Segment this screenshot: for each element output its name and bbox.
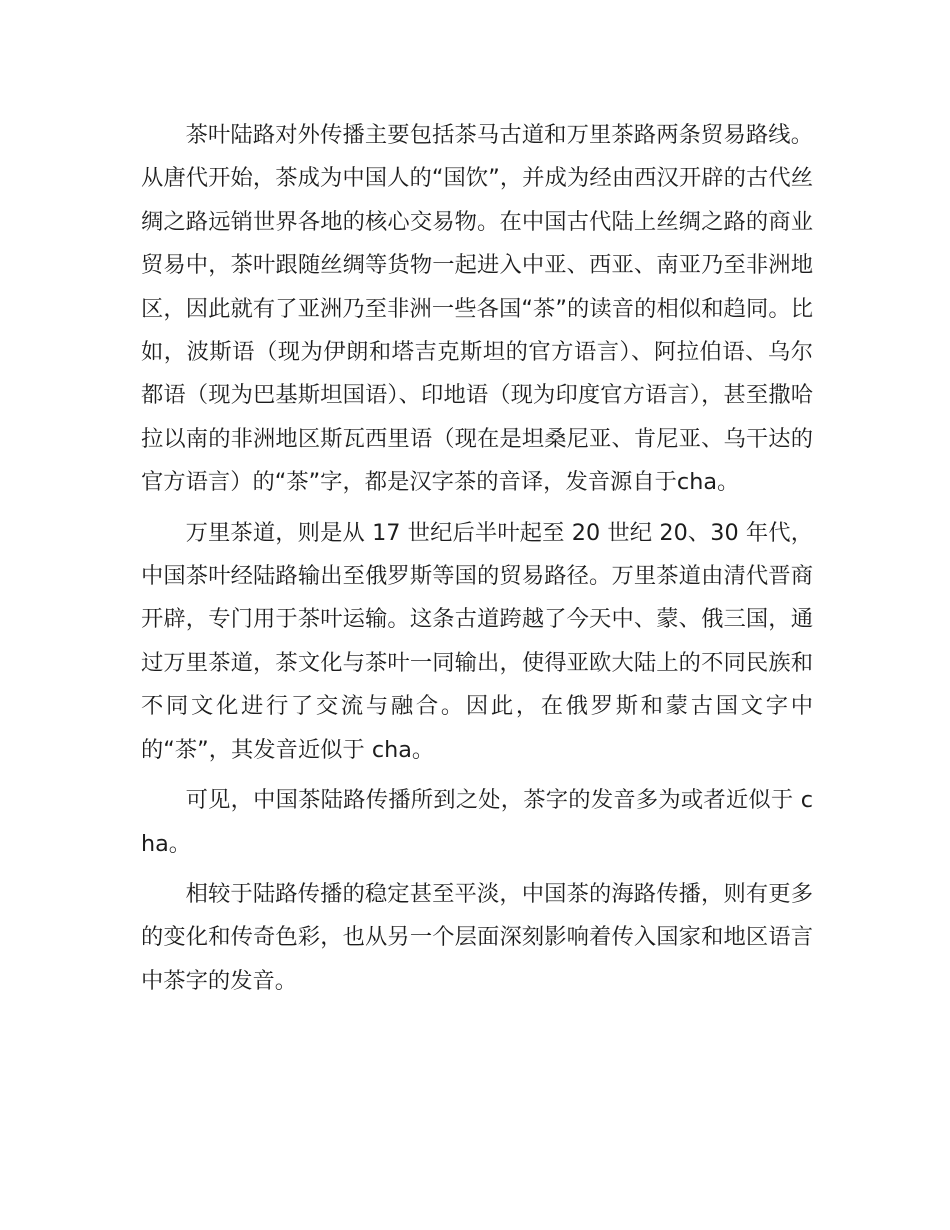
paragraph-conclusion: 可见，中国茶陆路传播所到之处，茶字的发音多为或者近似于 cha。 xyxy=(141,787,813,857)
document-body xyxy=(141,114,813,1010)
paragraph-land-route-overview: 茶叶陆路对外传播主要包括茶马古道和万里茶路两条贸易路线。从唐代开始，茶成为中国人的“国饮”，并成为经由西汉开辟的古代丝绸之路远销世界各地的核心交易物。在中国古代陆上丝绸之路的商业贸易中，茶叶跟随丝绸等货物一起进入中亚、西亚、南亚乃至非洲地区，因此就有了亚洲乃至非洲一些各国“茶”的读音的相似和趋同。比如，波斯语（现为伊朗和塔吉克斯坦的官方语言）、阿拉伯语、乌尔都语（现为巴基斯坦国语）、印地语（现为印度官方语言），甚至撒哈拉以南的非洲地区斯瓦西里语（现在是坦桑尼亚、肯尼亚、乌干达的官方语言）的“茶”字，都是汉字茶的音译，发音源自于cha。 xyxy=(141,122,813,496)
paragraph-sea-route-intro: 相较于陆路传播的稳定甚至平淡，中国茶的海路传播，则有更多的变化和传奇色彩，也从另一个层面深刻影响着传入国家和地区语言中茶字的发音。 xyxy=(141,880,813,994)
paragraph-tea-road: 万里茶道，则是从 17 世纪后半叶起至 20 世纪 20、30 年代，中国茶叶经陆路输出至俄罗斯等国的贸易路径。万里茶道由清代晋商开辟，专门用于茶叶运输。这条古道跨越了今天中、蒙、俄三国，通过万里茶道，茶文化与茶叶一同输出，使得亚欧大陆上的不同民族和不同文化进行了交流与融合。因此，在俄罗斯和蒙古国文字中的“茶”，其发音近似于 cha。 xyxy=(141,519,813,763)
